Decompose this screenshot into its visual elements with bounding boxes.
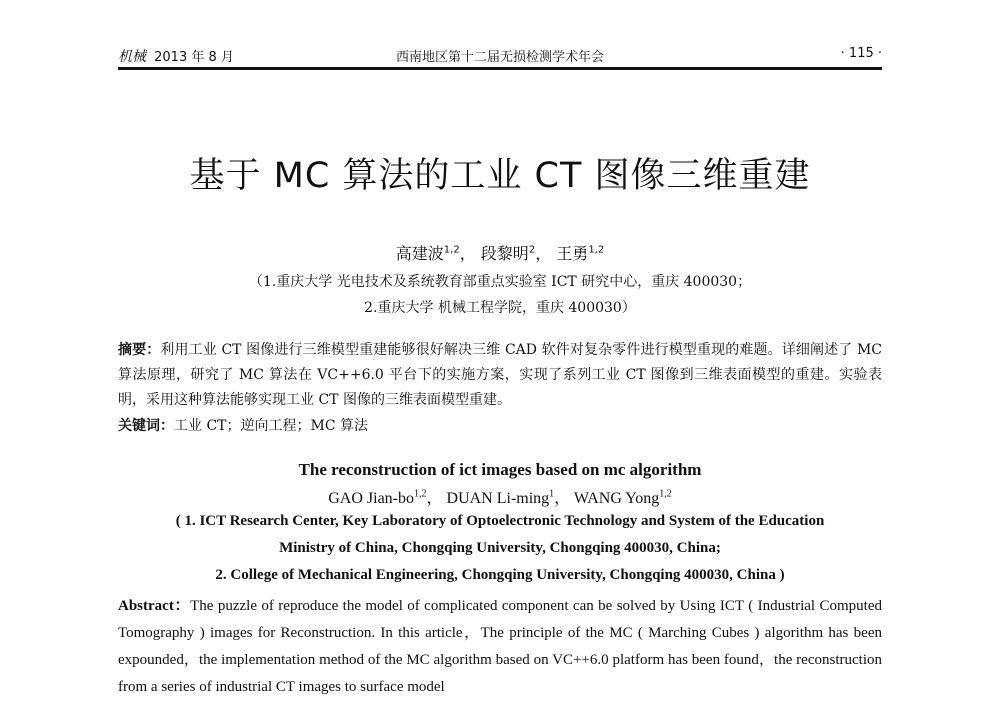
- keywords-cn-label: 关键词：: [118, 418, 174, 434]
- author-separator: ，: [535, 244, 552, 263]
- author-en: WANG Yong: [573, 490, 660, 507]
- author-separator: ，: [554, 490, 571, 507]
- affiliation-cn-1: （1.重庆大学 光电技术及系统教育部重点实验室 ICT 研究中心，重庆 400030；: [248, 274, 752, 290]
- abstract-cn: [118, 338, 882, 413]
- affiliation-cn-2: 2.重庆大学 机械工程学院，重庆 400030）: [364, 300, 636, 316]
- abstract-en: [118, 593, 882, 701]
- abstract-en-text: The puzzle of reproduce the model of complicated component can be solved by Using ICT ( Industrial Computed Tomography ) images for Reconstruction. In this article，The principle of the MC ( Marching Cubes ) algorithm has been expounded，the implementation method of the MC algorithm based on VC++6.0 platform has been found，the reconstruction from a series of industrial CT images to surface model: [118, 598, 882, 695]
- keywords-cn: [118, 415, 882, 435]
- author-en: DUAN Li-ming: [446, 490, 550, 507]
- running-header: [118, 44, 882, 66]
- abstract-cn-text: 利用工业 CT 图像进行三维模型重建能够很好解决三维 CAD 软件对复杂零件进行模型重现的难题。详细阐述了 MC 算法原理，研究了 MC 算法在 VC++6.0 平台下的实施方案，实现了系列工业 CT 图像到三维表面模型的重建。实验表明，采用这种算法能够实现工业 CT 图像的三维表面模型重建。: [118, 342, 882, 408]
- authors-cn: [0, 241, 1000, 264]
- author-cn-affil-mark: 1,2: [588, 244, 605, 256]
- header-rule: [118, 67, 882, 70]
- page-number: · 115 ·: [840, 46, 882, 61]
- abstract-cn-label: 摘要：: [118, 342, 161, 358]
- affiliation-en-3: 2. College of Mechanical Engineering, Chongqing University, Chongqing 400030, China ): [215, 567, 785, 583]
- affiliation-en-2: Ministry of China, Chongqing University, Chongqing 400030, China;: [279, 540, 721, 556]
- author-cn: 段黎明: [480, 244, 529, 263]
- keywords-cn-text: 工业 CT；逆向工程；MC 算法: [174, 418, 368, 434]
- author-en-affil-mark: 1,2: [659, 488, 672, 500]
- issue-date: 2013 年 8 月: [154, 50, 234, 65]
- author-cn: 高建波: [395, 244, 444, 263]
- author-en-affil-mark: 1: [549, 488, 555, 500]
- affiliation-en-1: ( 1. ICT Research Center, Key Laboratory of Optoelectronic Technology and System of the Education: [175, 513, 825, 529]
- author-en-affil-mark: 1,2: [414, 488, 427, 500]
- paper-title-cn: 基于 MC 算法的工业 CT 图像三维重建: [189, 156, 811, 196]
- authors-en: [0, 485, 1000, 508]
- author-cn-affil-mark: 2: [528, 244, 536, 256]
- author-cn-affil-mark: 1,2: [443, 244, 460, 256]
- author-separator: ，: [459, 244, 476, 263]
- abstract-en-label: Abstract：: [118, 598, 191, 614]
- paper-title-en: The reconstruction of ict images based on mc algorithm: [298, 460, 702, 479]
- author-separator: ，: [426, 490, 443, 507]
- author-en: GAO Jian-bo: [328, 490, 414, 507]
- journal-name: 机械: [118, 49, 146, 65]
- conference-name: 西南地区第十二届无损检测学术年会: [395, 50, 604, 65]
- author-cn: 王勇: [556, 244, 589, 263]
